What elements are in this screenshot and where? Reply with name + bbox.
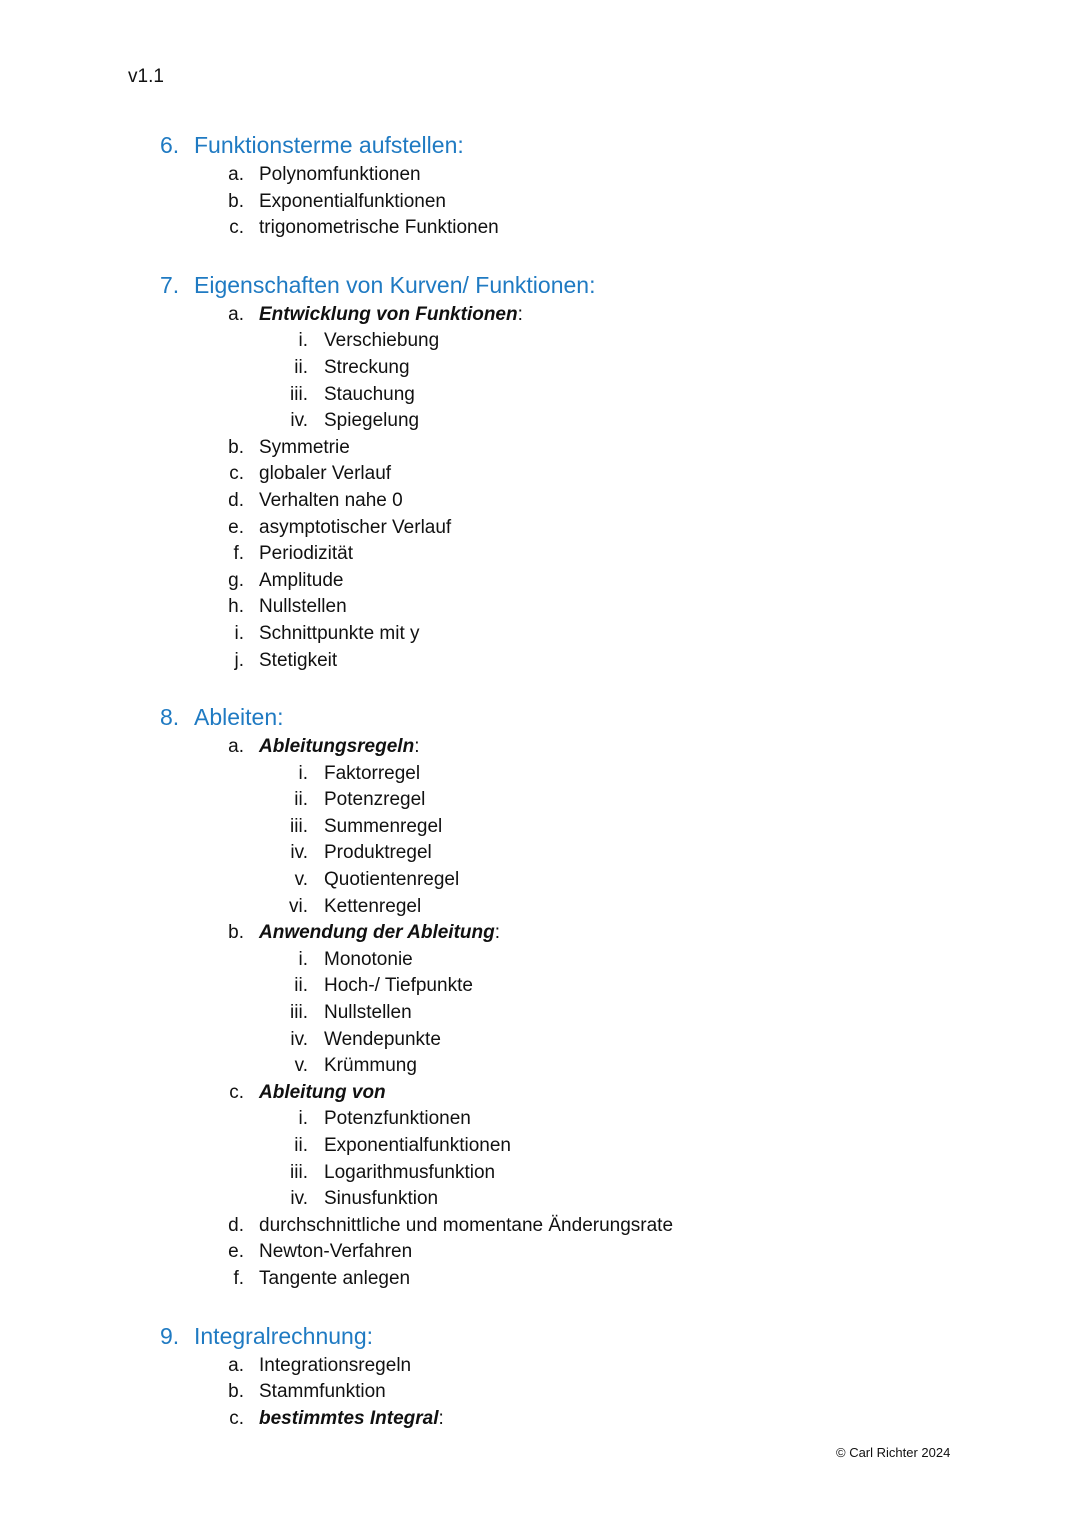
section bbox=[160, 700, 960, 1292]
list-marker: f. bbox=[233, 1267, 244, 1289]
version-label: v1.1 bbox=[128, 66, 164, 87]
copyright-footer: © Carl Richter 2024 bbox=[836, 1445, 951, 1460]
list-marker: f. bbox=[233, 543, 244, 565]
list-item-text bbox=[259, 1406, 444, 1433]
list-item-label: globaler Verlauf bbox=[259, 463, 392, 485]
sub-list-item bbox=[160, 1027, 960, 1054]
sub-list-item-text: Stauchung bbox=[324, 383, 415, 405]
sub-list-marker: iii. bbox=[290, 1002, 308, 1024]
list-item-suffix: : bbox=[494, 922, 500, 944]
section-title: Integralrechnung: bbox=[194, 1322, 374, 1349]
sub-list-item bbox=[160, 894, 960, 921]
list-item-text bbox=[259, 568, 344, 595]
sub-list-item-text: Quotientenregel bbox=[324, 869, 460, 891]
list-item-text bbox=[259, 734, 419, 761]
sub-list-marker: iv. bbox=[290, 842, 308, 864]
list-item-label: Symmetrie bbox=[259, 436, 350, 458]
list-item-text bbox=[259, 1239, 412, 1266]
list-item-label: Exponentialfunktionen bbox=[259, 190, 446, 212]
sub-list-item-text: Logarithmusfunktion bbox=[324, 1161, 496, 1183]
list-item-text bbox=[259, 541, 353, 568]
sub-list-item bbox=[160, 382, 960, 409]
section bbox=[160, 1319, 960, 1433]
sub-list-marker: iv. bbox=[290, 410, 308, 432]
list-item-text bbox=[259, 488, 403, 515]
section-title: Funktionsterme aufstellen: bbox=[194, 132, 464, 158]
sub-list-item bbox=[160, 947, 960, 974]
section-heading bbox=[160, 268, 960, 302]
list-item-label: Stetigkeit bbox=[259, 649, 338, 671]
list-item-label: asymptotischer Verlauf bbox=[259, 516, 452, 538]
list-item-label: trigonometrische Funktionen bbox=[259, 217, 499, 239]
section bbox=[160, 128, 960, 242]
sub-list-marker: v. bbox=[294, 1055, 308, 1077]
list-item-label: Amplitude bbox=[259, 569, 344, 591]
list-marker: a. bbox=[228, 303, 244, 325]
list-item bbox=[160, 162, 960, 189]
list-item-text bbox=[259, 594, 347, 621]
sub-list-marker: iii. bbox=[290, 383, 308, 405]
list-item-text bbox=[259, 435, 350, 462]
list-item-text bbox=[259, 461, 391, 488]
list-marker: b. bbox=[228, 1381, 244, 1403]
list-marker: c. bbox=[229, 217, 244, 239]
list-item bbox=[160, 621, 960, 648]
sub-list-marker: ii. bbox=[294, 789, 308, 811]
list-item bbox=[160, 541, 960, 568]
list-item-text bbox=[259, 302, 523, 329]
section-number: 7. bbox=[160, 271, 180, 298]
list-marker: d. bbox=[228, 1214, 244, 1236]
list-item-label: Periodizität bbox=[259, 543, 353, 565]
sub-list-item bbox=[160, 973, 960, 1000]
sub-list-item-text: Summenregel bbox=[324, 815, 443, 837]
list-item bbox=[160, 215, 960, 242]
sub-list-item-text: Krümmung bbox=[324, 1055, 417, 1077]
list-item-label: Polynomfunktionen bbox=[259, 164, 421, 185]
list-item bbox=[160, 1353, 960, 1380]
list-item-text bbox=[259, 920, 500, 947]
sub-list-item-text: Hoch-/ Tiefpunkte bbox=[324, 975, 473, 997]
sub-list-item bbox=[160, 840, 960, 867]
list-item-label: Schnittpunkte mit y bbox=[259, 622, 420, 644]
list-marker: a. bbox=[228, 1354, 244, 1376]
sub-list-item-text: Sinusfunktion bbox=[324, 1188, 439, 1210]
list-marker: a. bbox=[228, 736, 244, 758]
list-item-text bbox=[259, 621, 420, 648]
list-item-label: Tangente anlegen bbox=[259, 1267, 411, 1289]
list-marker: b. bbox=[228, 190, 244, 212]
list-marker: c. bbox=[229, 1081, 244, 1103]
outline bbox=[160, 128, 960, 1458]
sub-list-marker: ii. bbox=[294, 356, 308, 378]
sub-list-item-text: Verschiebung bbox=[324, 330, 440, 352]
sub-list-item-text: Potenzfunktionen bbox=[324, 1108, 471, 1130]
list-item bbox=[160, 648, 960, 675]
sub-list-marker: i. bbox=[298, 330, 308, 352]
list-item-text bbox=[259, 1379, 386, 1406]
list-item-label: durchschnittliche und momentane Änderungsrate bbox=[259, 1214, 674, 1236]
list-item bbox=[160, 189, 960, 216]
list-item bbox=[160, 920, 960, 947]
list-item bbox=[160, 1406, 960, 1433]
sub-list-item bbox=[160, 814, 960, 841]
list-item bbox=[160, 435, 960, 462]
sub-list-marker: iv. bbox=[290, 1028, 308, 1050]
list-item-text bbox=[259, 189, 446, 216]
sub-list-item-text: Potenzregel bbox=[324, 789, 426, 811]
list-item bbox=[160, 734, 960, 761]
sub-list-item-text: Nullstellen bbox=[324, 1002, 412, 1024]
sub-list-marker: ii. bbox=[294, 1135, 308, 1156]
sub-list-item bbox=[160, 787, 960, 814]
sub-list-marker: i. bbox=[298, 948, 308, 970]
sub-list-item bbox=[160, 355, 960, 382]
section-number: 9. bbox=[160, 1322, 180, 1349]
list-item bbox=[160, 1080, 960, 1107]
list-item-label: Verhalten nahe 0 bbox=[259, 489, 403, 511]
sub-list-marker: i. bbox=[298, 762, 308, 784]
sub-list-item-text: Produktregel bbox=[324, 842, 432, 864]
list-item-suffix: : bbox=[438, 1407, 444, 1429]
list-item-text bbox=[259, 1266, 410, 1293]
sub-list-item bbox=[160, 408, 960, 435]
sub-list-marker: iii. bbox=[290, 815, 308, 837]
sub-list-item bbox=[160, 1186, 960, 1213]
sub-list-item bbox=[160, 1000, 960, 1027]
sub-list-item-text: Exponentialfunktionen bbox=[324, 1135, 511, 1156]
list-item bbox=[160, 594, 960, 621]
list-item-label: Stammfunktion bbox=[259, 1381, 386, 1403]
sub-list-item bbox=[160, 867, 960, 894]
list-item-text bbox=[259, 1353, 411, 1380]
list-item-text bbox=[259, 1213, 673, 1240]
list-item-text bbox=[259, 215, 499, 242]
list-item-text bbox=[259, 648, 337, 675]
list-item-text bbox=[259, 515, 451, 542]
section-number: 6. bbox=[160, 132, 180, 158]
list-item-text bbox=[259, 162, 421, 189]
sub-list-item-text: Wendepunkte bbox=[324, 1028, 441, 1050]
list-item-suffix: : bbox=[517, 303, 523, 325]
sub-list-item-text: Faktorregel bbox=[324, 762, 421, 784]
section-heading bbox=[160, 1319, 960, 1353]
list-item-label: Ableitungsregeln bbox=[259, 736, 415, 758]
sub-list-item bbox=[160, 1106, 960, 1133]
list-item bbox=[160, 488, 960, 515]
list-marker: i. bbox=[234, 622, 244, 644]
list-marker: b. bbox=[228, 436, 244, 458]
sub-list-item bbox=[160, 761, 960, 788]
list-marker: c. bbox=[229, 463, 244, 485]
sub-list-item bbox=[160, 328, 960, 355]
list-item bbox=[160, 461, 960, 488]
sub-list-item bbox=[160, 1133, 960, 1160]
list-marker: h. bbox=[228, 596, 244, 618]
sub-list-marker: vi. bbox=[289, 895, 308, 917]
sub-list-marker: iii. bbox=[290, 1161, 308, 1183]
list-item bbox=[160, 1239, 960, 1266]
sub-list-item-text: Monotonie bbox=[324, 948, 413, 970]
list-item bbox=[160, 1266, 960, 1293]
list-marker: d. bbox=[228, 489, 244, 511]
list-marker: e. bbox=[228, 516, 244, 538]
sub-list-item bbox=[160, 1160, 960, 1187]
list-item-label: Anwendung der Ableitung bbox=[259, 922, 495, 944]
section-title: Ableiten: bbox=[194, 704, 284, 731]
list-marker: c. bbox=[229, 1407, 244, 1429]
list-item bbox=[160, 515, 960, 542]
list-marker: a. bbox=[228, 164, 244, 185]
list-item-label: Newton-Verfahren bbox=[259, 1241, 413, 1263]
list-item-label: Entwicklung von Funktionen bbox=[259, 303, 518, 325]
list-marker: g. bbox=[228, 569, 244, 591]
list-item-text bbox=[259, 1080, 386, 1107]
list-marker: e. bbox=[228, 1241, 244, 1263]
section-heading bbox=[160, 128, 960, 162]
section bbox=[160, 268, 960, 674]
list-item-suffix: : bbox=[414, 736, 420, 758]
sub-list-item bbox=[160, 1053, 960, 1080]
sub-list-marker: i. bbox=[298, 1108, 308, 1130]
sub-list-marker: iv. bbox=[290, 1188, 308, 1210]
sub-list-item-text: Kettenregel bbox=[324, 895, 422, 917]
list-item-label: Ableitung von bbox=[259, 1081, 386, 1103]
sub-list-item-text: Spiegelung bbox=[324, 410, 420, 432]
list-item bbox=[160, 1213, 960, 1240]
list-item bbox=[160, 568, 960, 595]
list-item bbox=[160, 1379, 960, 1406]
list-item-label: Nullstellen bbox=[259, 596, 347, 618]
section-number: 8. bbox=[160, 704, 180, 731]
list-marker: j. bbox=[234, 649, 244, 671]
section-title: Eigenschaften von Kurven/ Funktionen: bbox=[194, 271, 596, 298]
list-item bbox=[160, 302, 960, 329]
list-item-label: bestimmtes Integral bbox=[259, 1407, 439, 1429]
sub-list-marker: v. bbox=[294, 869, 308, 891]
sub-list-item-text: Streckung bbox=[324, 356, 410, 378]
sub-list-marker: ii. bbox=[294, 975, 308, 997]
section-heading bbox=[160, 700, 960, 734]
list-item-label: Integrationsregeln bbox=[259, 1354, 412, 1376]
list-marker: b. bbox=[228, 922, 244, 944]
